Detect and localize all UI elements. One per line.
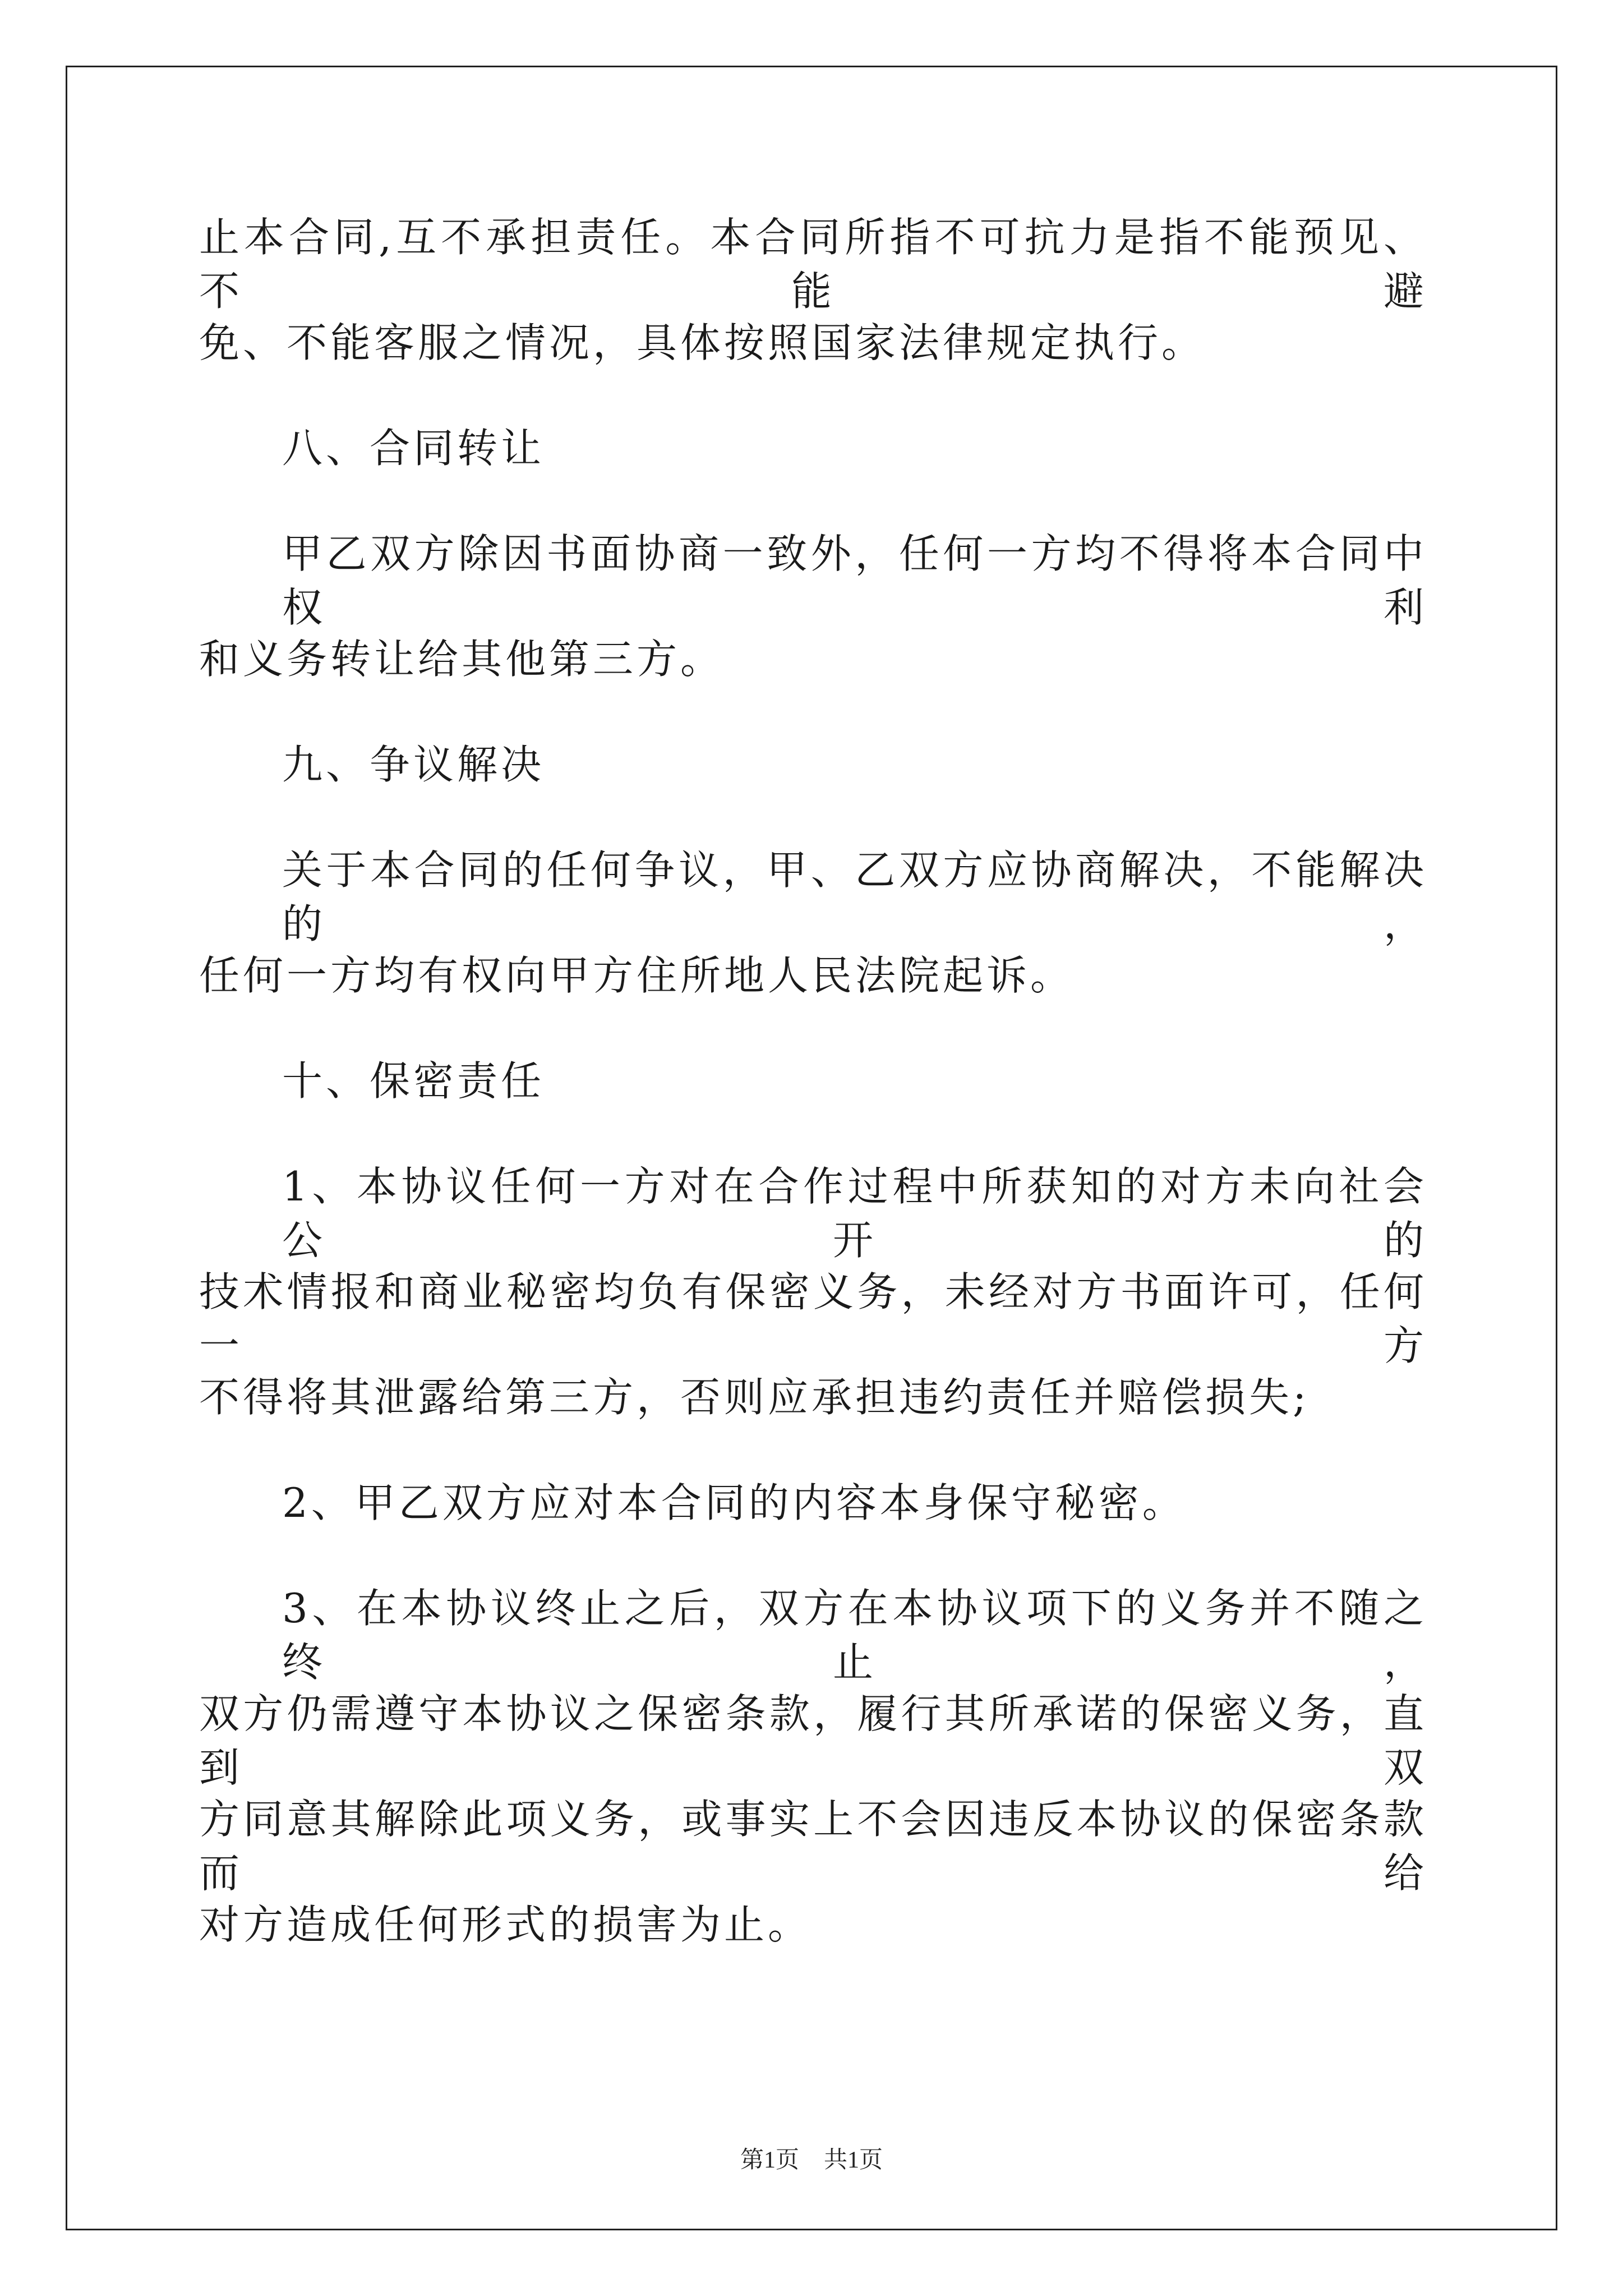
text-line: 技术情报和商业秘密均负有保密义务，未经对方书面许可，任何一方 bbox=[199, 1268, 1427, 1369]
text-line: 方同意其解除此项义务，或事实上不会因违反本协议的保密条款而给 bbox=[199, 1796, 1427, 1897]
section-heading: 九、争议解决 bbox=[282, 741, 545, 788]
text-line: 甲乙双方除因书面协商一致外，任何一方均不得将本合同中权利 bbox=[282, 530, 1427, 631]
text-line: 3、在本协议终止之后，双方在本协议项下的义务并不随之终止， bbox=[282, 1585, 1427, 1686]
page-footer bbox=[0, 2145, 1623, 2176]
text-line: 止本合同,互不承担责任。本合同所指不可抗力是指不能预见、不能避 bbox=[199, 214, 1427, 315]
page-number-total: 共1页 bbox=[824, 2147, 883, 2173]
section-heading: 八、合同转让 bbox=[282, 425, 545, 472]
section-heading: 十、保密责任 bbox=[282, 1057, 545, 1105]
document-body bbox=[199, 210, 1427, 1952]
text-line: 和义务转让给其他第三方。 bbox=[199, 636, 725, 683]
text-line: 任何一方均有权向甲方住所地人民法院起诉。 bbox=[199, 952, 1075, 999]
text-line: 对方造成任何形式的损害为止。 bbox=[199, 1901, 812, 1948]
text-line: 2、甲乙双方应对本合同的内容本身保守秘密。 bbox=[282, 1479, 1186, 1526]
text-line: 免、不能客服之情况，具体按照国家法律规定执行。 bbox=[199, 319, 1206, 366]
text-line: 1、本协议任何一方对在合作过程中所获知的对方未向社会公开的 bbox=[282, 1163, 1427, 1264]
page-number-current: 第1页 bbox=[740, 2147, 799, 2173]
text-line: 双方仍需遵守本协议之保密条款，履行其所承诺的保密义务，直到双 bbox=[199, 1690, 1427, 1791]
text-line: 关于本合同的任何争议，甲、乙双方应协商解决，不能解决的， bbox=[282, 846, 1427, 947]
text-line: 不得将其泄露给第三方，否则应承担违约责任并赔偿损失; bbox=[199, 1374, 1310, 1421]
